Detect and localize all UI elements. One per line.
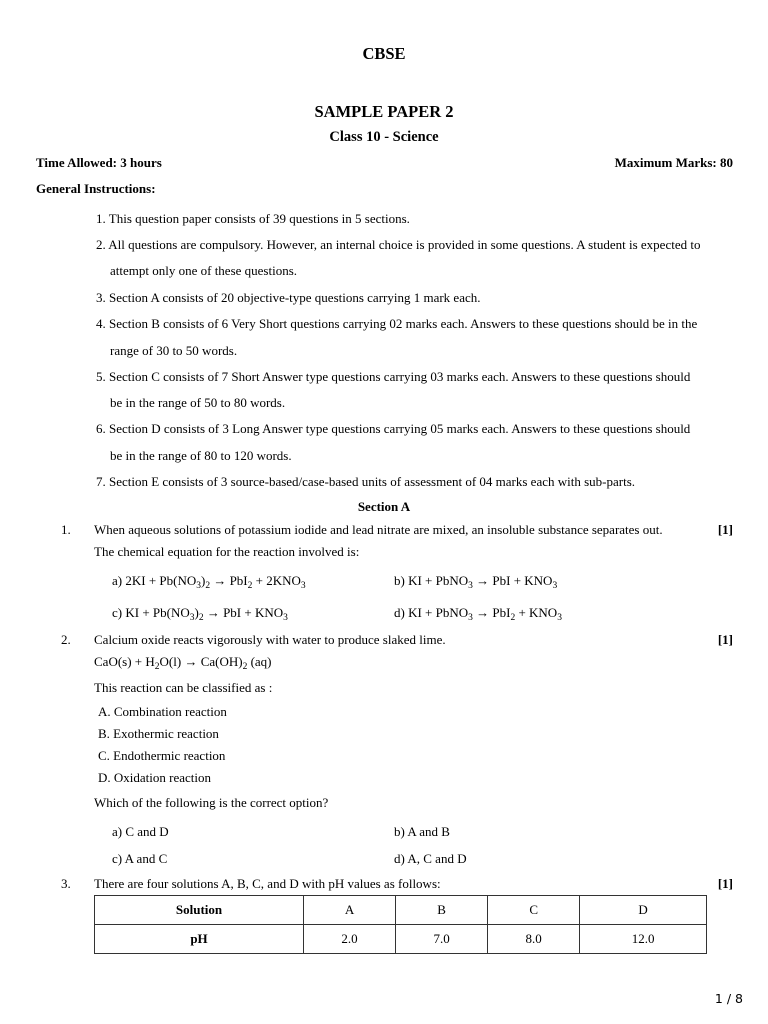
question-text: The chemical equation for the reaction involved is: (94, 544, 360, 559)
statement-item: A. Combination reaction (98, 704, 227, 719)
section-heading: Section A (357, 499, 411, 514)
table-header-row (95, 896, 707, 925)
option-c: c) A and C (112, 851, 168, 866)
table-cell: pH (95, 925, 304, 954)
class-subtitle: Class 10 - Science (329, 129, 439, 145)
option-b: b) KI + PbNO$_3$ → PbI + $KNO_3$ (394, 573, 558, 591)
table-cell: D (580, 896, 707, 925)
instructions-title: General Instructions: (36, 181, 156, 196)
statement-item: C. Endothermic reaction (98, 748, 226, 763)
maximum-marks: Maximum Marks: 80 (614, 155, 733, 170)
table-cell: B (396, 896, 488, 925)
question-marks: [1] (717, 522, 733, 537)
instruction-line: 2. All questions are compulsory. However, an internal choice is provided in some questions. A student is expected to (96, 237, 701, 252)
table-cell: C (488, 896, 580, 925)
instruction-line: 7. Section E consists of 3 source-based/case-based units of assessment of 04 marks each with sub-parts. (96, 474, 636, 489)
question-text: There are four solutions A, B, C, and D with pH values as follows: (94, 876, 441, 891)
table-cell: A (304, 896, 396, 925)
table-row (95, 925, 707, 954)
instruction-line: be in the range of 50 to 80 words. (110, 395, 286, 410)
table-cell: 12.0 (580, 925, 707, 954)
paper-title: SAMPLE PAPER 2 (314, 102, 454, 121)
question-number: 2. (61, 632, 71, 647)
question-marks: [1] (717, 876, 733, 891)
question-number: 3. (61, 876, 71, 891)
question-text: Calcium oxide reacts vigorously with water to produce slaked lime. (94, 632, 446, 647)
instruction-line: 1. This question paper consists of 39 questions in 5 sections. (96, 211, 410, 226)
table-cell: 7.0 (396, 925, 488, 954)
page-number: 1 / 8 (714, 991, 743, 1006)
question-text: Which of the following is the correct option? (94, 795, 329, 810)
option-d: d) A, C and D (394, 851, 467, 866)
table-cell: 2.0 (304, 925, 396, 954)
statement-item: D. Oxidation reaction (98, 770, 211, 785)
option-c: c) KI + $Pb(NO_3)_2$ → PbI + $KNO_3$ (112, 605, 288, 623)
option-d: d) KI + PbNO$_3$ → $PbI_2 + KNO_3$ (394, 605, 562, 623)
time-allowed: Time Allowed: 3 hours (36, 155, 162, 170)
option-a: a) C and D (112, 824, 169, 839)
instruction-line: 3. Section A consists of 20 objective-type questions carrying 1 mark each. (96, 290, 481, 305)
question-number: 1. (61, 522, 71, 537)
table-cell: 8.0 (488, 925, 580, 954)
instruction-line: 6. Section D consists of 3 Long Answer type questions carrying 05 marks each. Answers to these questions should (96, 421, 691, 436)
statement-item: B. Exothermic reaction (98, 726, 219, 741)
table-cell: Solution (95, 896, 304, 925)
instruction-line: 4. Section B consists of 6 Very Short questions carrying 02 marks each. Answers to these questions should be in the (96, 316, 698, 331)
question-marks: [1] (717, 632, 733, 647)
instruction-line: be in the range of 80 to 120 words. (110, 448, 292, 463)
chemical-equation: $CaO(s) + H_2O(l) \to Ca(OH)_2$ (aq) (94, 654, 272, 672)
ph-table (94, 895, 707, 954)
instruction-line: 5. Section C consists of 7 Short Answer type questions carrying 03 marks each. Answers to these questions should (96, 369, 691, 384)
question-text: This reaction can be classified as : (94, 680, 273, 695)
option-b: b) A and B (394, 824, 450, 839)
instruction-line: attempt only one of these questions. (110, 263, 298, 278)
board-title: CBSE (362, 44, 406, 63)
instruction-line: range of 30 to 50 words. (110, 343, 238, 358)
question-text: When aqueous solutions of potassium iodide and lead nitrate are mixed, an insoluble substance separates out. (94, 522, 663, 537)
option-a: a) $2KI + Pb(NO_3)_2 \to PbI_2 + 2KNO_3$ (112, 573, 306, 591)
